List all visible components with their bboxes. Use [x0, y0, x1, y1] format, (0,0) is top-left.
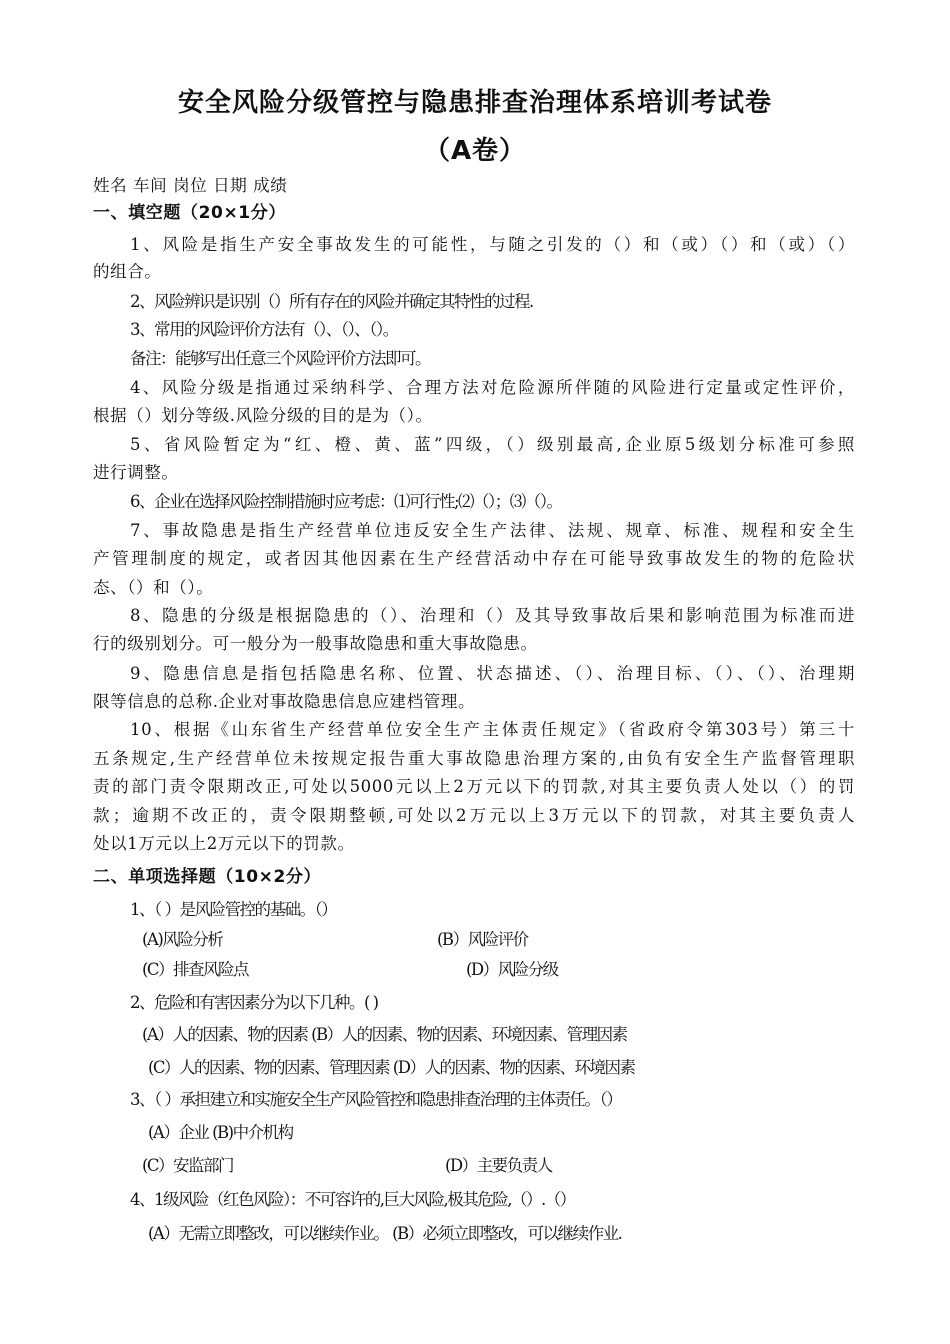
fill-question-4-line-1: 4、风险分级是指通过采纳科学、合理方法对危险源所伴随的风险进行定量或定性评价，	[130, 378, 855, 397]
fill-question-2: 2、风险辨识是识别（）所有存在的风险并确定其特性的过程.	[130, 292, 533, 311]
choice-question-1-option-d: (D）风险分级	[466, 960, 558, 979]
fill-question-8-line-1: 8、隐患的分级是根据隐患的（）、治理和（）及其导致事故后果和影响范围为标准而进	[130, 606, 855, 625]
fill-question-6: 6、企业在选择风险控制措施时应考虑：⑴可行性;⑵（）；⑶（）。	[130, 492, 562, 511]
choice-question-1: 1、（ ）是风险管控的基础。（）	[130, 900, 337, 919]
fill-question-1-line-2: 的组合。	[93, 262, 162, 281]
fill-question-10-line-2: 五条规定,生产经营单位未按规定报告重大事故隐患治理方案的,由负有安全生产监督管理职	[93, 749, 855, 768]
fill-question-10-line-4: 款；逾期不改正的，责令限期整顿,可处以2万元以上3万元以下的罚款，对其主要负责人	[93, 806, 855, 825]
fill-question-5-line-2: 进行调整。	[93, 463, 179, 482]
choice-question-4-options-ab: (A）无需立即整改，可以继续作业。 (B）必须立即整改，可以继续作业.	[148, 1224, 622, 1243]
fill-question-9-line-2: 限等信息的总称.企业对事故隐患信息应建档管理。	[93, 692, 476, 711]
candidate-info-line: 姓名 车间 岗位 日期 成绩	[93, 176, 288, 195]
fill-question-7-line-3: 态、（）和（）。	[93, 578, 214, 597]
choice-question-1-option-c: (C）排查风险点	[142, 960, 249, 979]
fill-question-10-line-3: 责的部门责令限期改正,可处以5000元以上2万元以下的罚款,对其主要负责人处以（）的罚	[93, 777, 855, 796]
choice-question-3-option-c: (C）安监部门	[142, 1156, 234, 1175]
fill-question-3: 3、常用的风险评价方法有（）、（）、（）。	[130, 320, 398, 339]
section-heading-single-choice: 二、单项选择题（10×2分）	[93, 867, 322, 887]
fill-question-5-line-1: 5、省风险暂定为“红、橙、黄、蓝”四级，（）级别最高,企业原5级划分标准可参照	[130, 435, 855, 454]
choice-question-4: 4、1级风险（红色风险）：不可容许的,巨大风险,极其危险,（）.（）	[130, 1190, 575, 1209]
fill-question-10-line-1: 10、根据《山东省生产经营单位安全生产主体责任规定》（省政府令第303号）第三十	[130, 720, 855, 739]
fill-question-3-note: 备注：能够写出任意三个风险评价方法即可。	[130, 349, 430, 368]
choice-question-3-option-d: (D）主要负责人	[445, 1156, 552, 1175]
choice-question-3: 3、（ ）承担建立和实施安全生产风险管控和隐患排查治理的主体责任。（）	[130, 1090, 622, 1109]
fill-question-9-line-1: 9、隐患信息是指包括隐患名称、位置、状态描述、（）、治理目标、（）、（）、治理期	[130, 664, 855, 683]
fill-question-8-line-2: 行的级别划分。可一般分为一般事故隐患和重大事故隐患。	[93, 634, 538, 653]
choice-question-2-options-cd: (C）人的因素、物的因素、管理因素 (D）人的因素、物的因素、环境因素	[148, 1058, 635, 1077]
fill-question-4-line-2: 根据（）划分等级.风险分级的目的是为（）。	[93, 406, 433, 425]
exam-subtitle: （A卷）	[423, 136, 527, 166]
exam-title: 安全风险分级管控与隐患排查治理体系培训考试卷	[177, 88, 772, 118]
choice-question-2-options-ab: (A）人的因素、物的因素 (B）人的因素、物的因素、环境因素、管理因素	[142, 1025, 627, 1044]
choice-question-1-option-b: (B）风险评价	[437, 930, 528, 949]
choice-question-3-options-ab: (A）企业 (B)中介机构	[148, 1123, 293, 1142]
fill-question-7-line-2: 产管理制度的规定，或者因其他因素在生产经营活动中存在可能导致事故发生的物的危险状	[93, 549, 855, 568]
fill-question-7-line-1: 7、事故隐患是指生产经营单位违反安全生产法律、法规、规章、标准、规程和安全生	[130, 521, 855, 540]
fill-question-10-line-5: 处以1万元以上2万元以下的罚款。	[93, 834, 355, 853]
fill-question-1-line-1: 1、风险是指生产安全事故发生的可能性，与随之引发的（）和（或）（）和（或）（）	[130, 235, 855, 254]
section-heading-fill-blank: 一、填空题（20×1分）	[93, 203, 286, 223]
choice-question-1-option-a: (A)风险分析	[142, 930, 223, 949]
choice-question-2: 2、危险和有害因素分为以下几种。( )	[130, 993, 378, 1012]
